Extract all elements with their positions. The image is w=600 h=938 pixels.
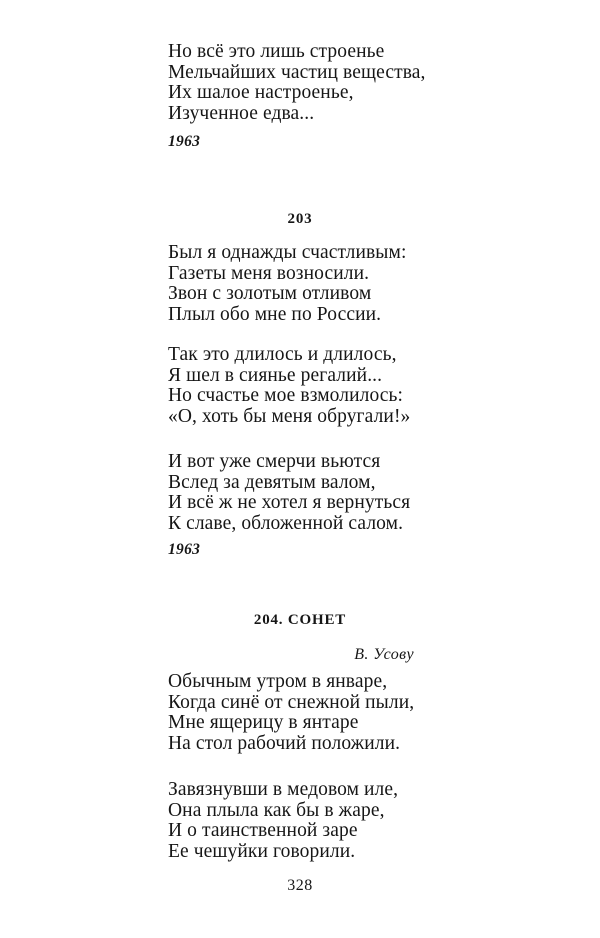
verse-line: Газеты меня возносили. <box>168 262 370 284</box>
poem-204-dedication: В. Усову <box>354 646 414 663</box>
verse-line: И вот уже смерчи вьются <box>168 451 381 472</box>
verse-line: Так это длилось и длилось, <box>168 344 397 365</box>
poem-203-stanza-1 <box>168 243 406 325</box>
verse-line: «О, хоть бы меня обругали!» <box>168 405 411 427</box>
verse-line: Но счастье мое взмолилось: <box>168 385 404 406</box>
poem-203-date: 1963 <box>168 541 201 558</box>
verse-line: Был я однажды счастливым: <box>168 242 407 263</box>
verse-line: Ее чешуйки говорили. <box>168 840 356 862</box>
verse-line: Когда синё от снежной пыли, <box>168 691 415 713</box>
poem-204-stanza-2 <box>168 780 398 862</box>
verse-line: Их шалое настроенье, <box>168 82 354 103</box>
verse-line: И всё ж не хотел я вернуться <box>168 492 411 513</box>
verse-line: Но всё это лишь строенье <box>168 41 385 62</box>
verse-line: Мне ящерицу в янтаре <box>168 712 359 733</box>
poem-203-number: 203 <box>287 211 313 227</box>
poem-204-heading: 204. СОНЕТ <box>253 612 347 628</box>
page-number: 328 <box>287 877 313 894</box>
verse-line: Обычным утром в январе, <box>168 671 388 692</box>
verse-line: Она плыла как бы в жаре, <box>168 799 385 821</box>
poem-202-date: 1963 <box>168 133 201 150</box>
verse-line: Звон с золотым отливом <box>168 283 372 304</box>
verse-line: Вслед за девятым валом, <box>168 471 376 493</box>
poem-203-stanza-2 <box>168 345 410 427</box>
verse-line: Плыл обо мне по России. <box>168 303 382 325</box>
poem-204-stanza-1 <box>168 672 414 754</box>
poem-203-stanza-3 <box>168 452 410 534</box>
verse-line: Мельчайших частиц вещества, <box>168 61 426 83</box>
verse-line: К славе, обложенной салом. <box>168 512 404 534</box>
poem-202-stanza-1 <box>168 42 426 124</box>
verse-line: Я шел в сиянье регалий... <box>168 364 383 386</box>
verse-line: На стол рабочий положили. <box>168 732 401 754</box>
verse-line: Завязнувши в медовом иле, <box>168 779 399 800</box>
verse-line: И о таинственной заре <box>168 820 358 841</box>
verse-line: Изученное едва... <box>168 102 315 124</box>
